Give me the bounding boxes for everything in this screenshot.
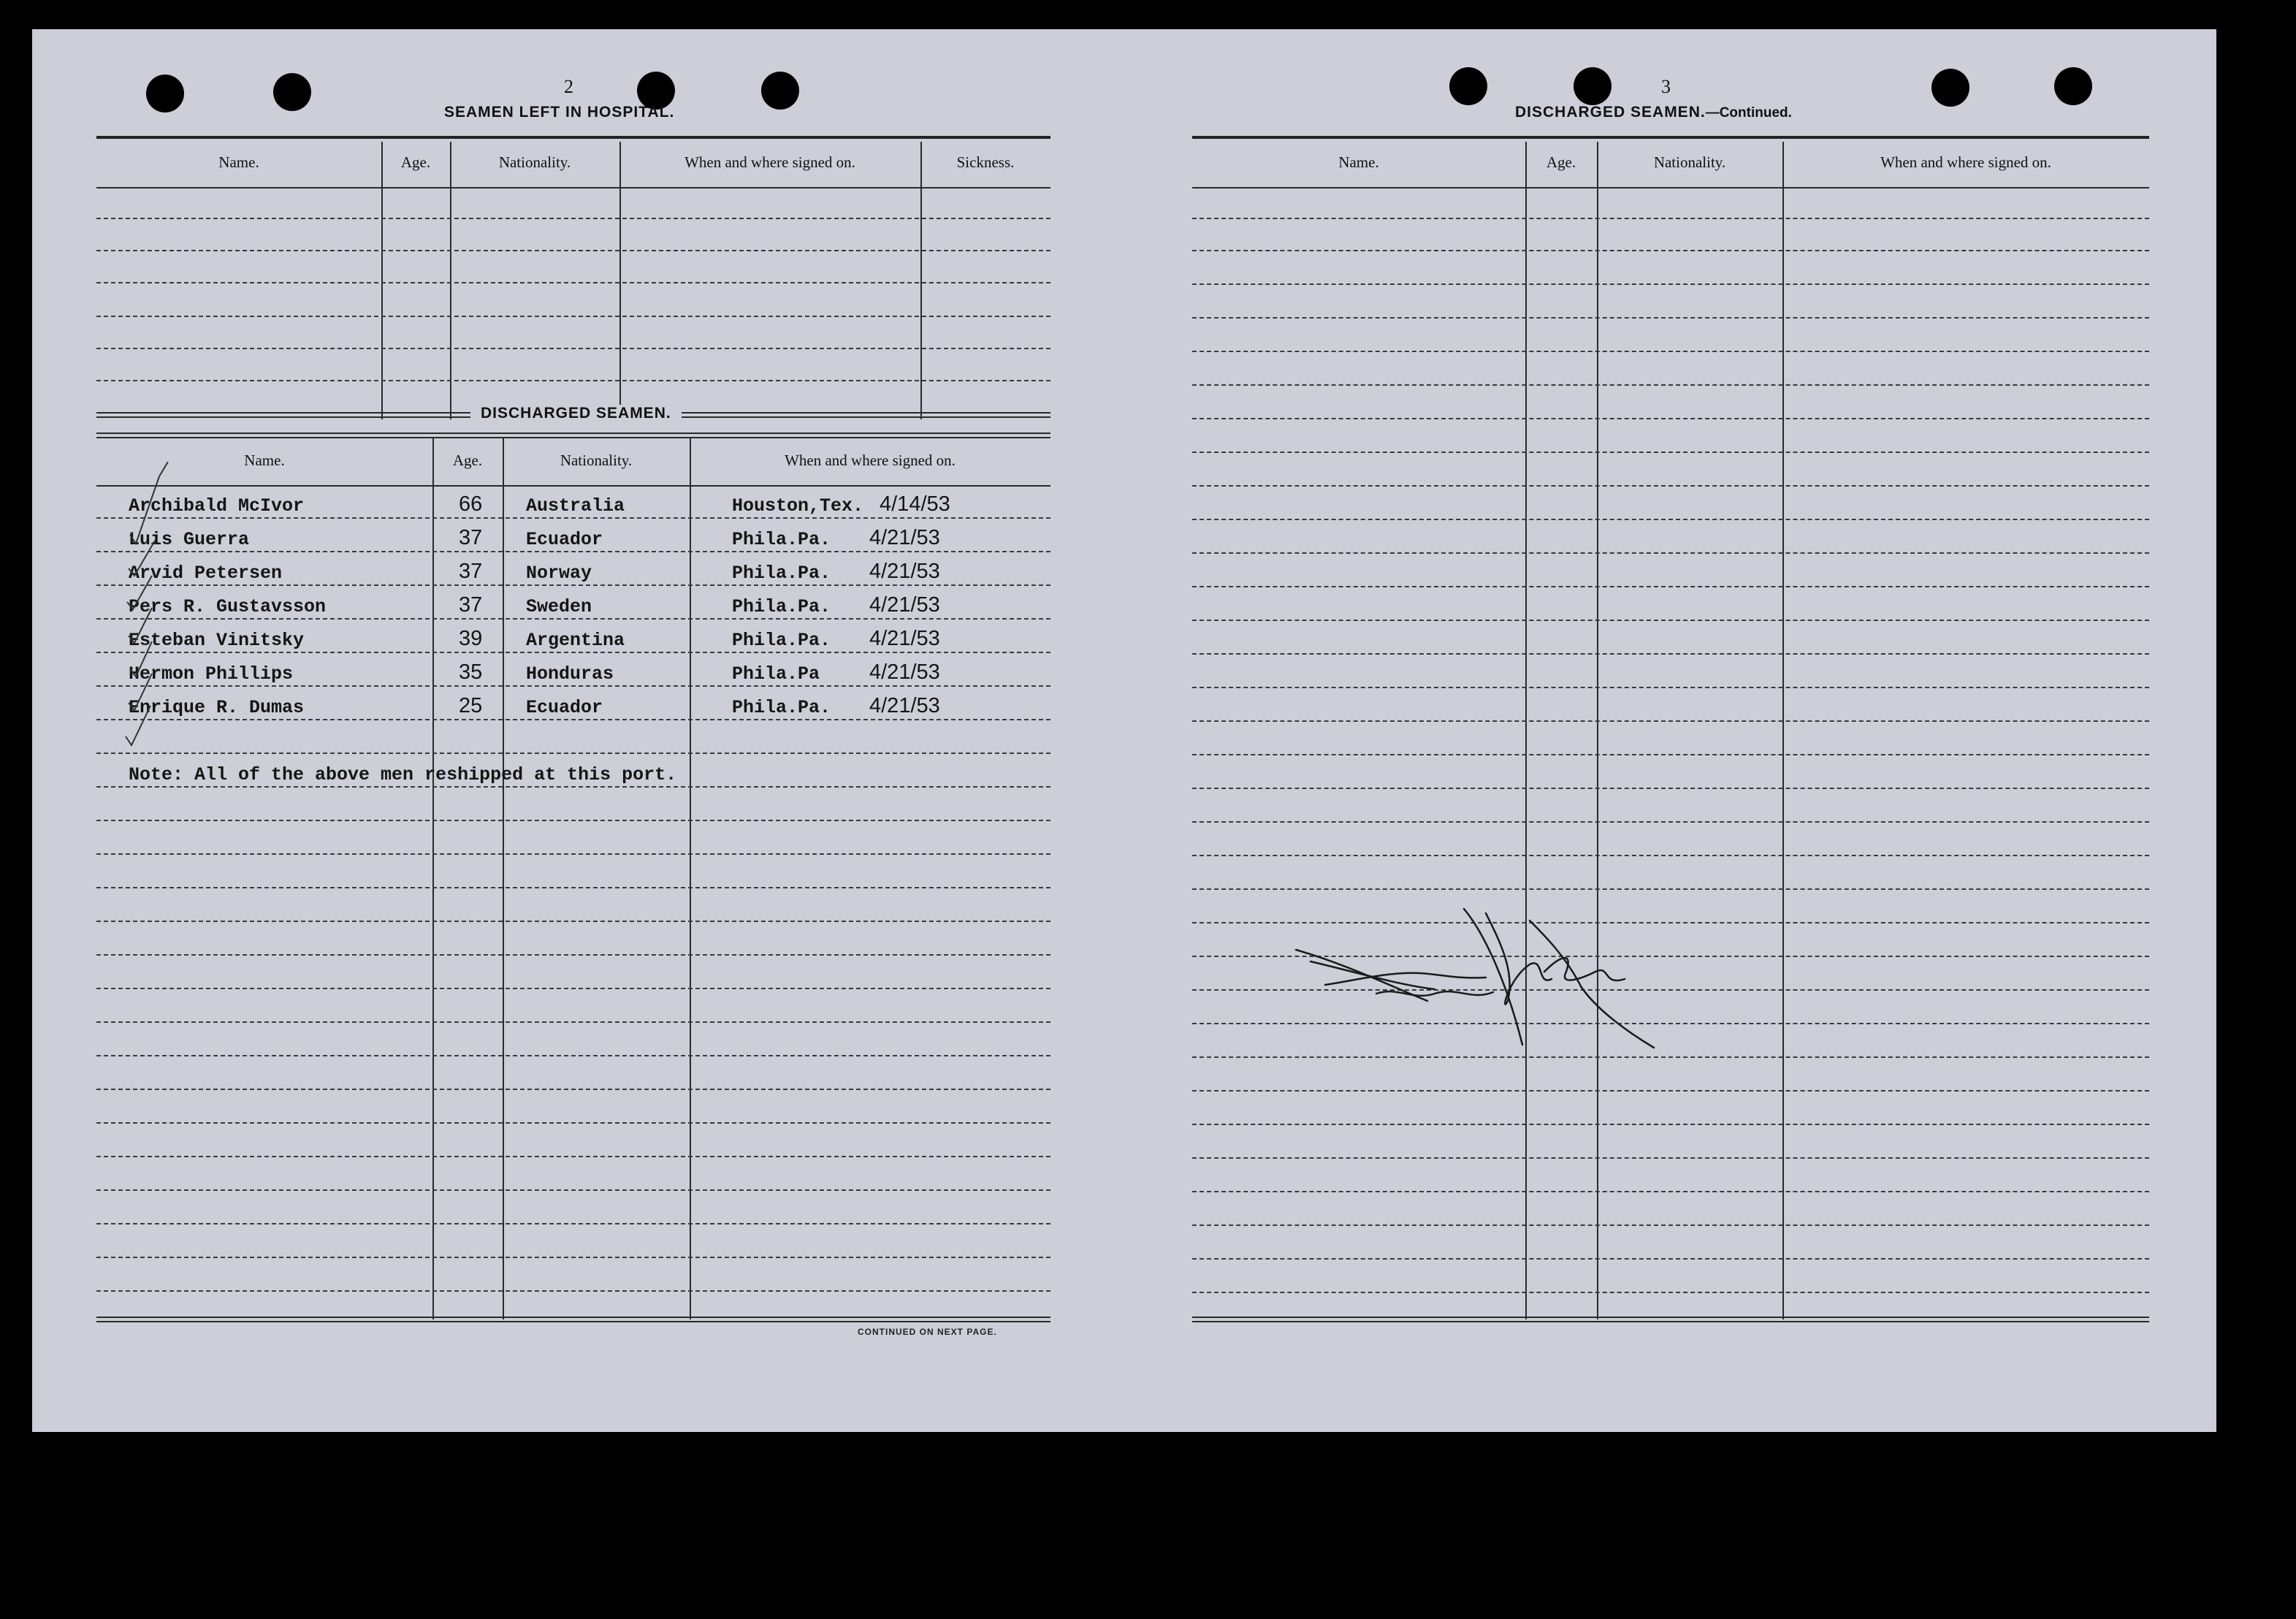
seaman-age: 35 (459, 660, 483, 684)
discharged-continued-title (1515, 104, 1792, 121)
hospital-col-signed-on: When and where signed on. (684, 153, 855, 171)
seaman-age: 39 (459, 627, 483, 650)
signed-on-place: Phila.Pa. (732, 529, 831, 550)
page-number: 2 (564, 76, 573, 97)
discharged-section-title: DISCHARGED SEAMEN. (470, 405, 682, 422)
signed-on-date: 4/14/53 (880, 492, 950, 516)
seaman-nationality: Australia (526, 495, 625, 517)
signed-on-date: 4/21/53 (869, 660, 940, 684)
punch-hole (2054, 67, 2092, 105)
punch-hole (273, 73, 311, 111)
seaman-name: Hermon Phillips (129, 663, 294, 685)
discharged-title-suffix: —Continued. (1705, 105, 1792, 121)
signed-on-place: Phila.Pa. (732, 596, 831, 617)
seaman-nationality: Honduras (526, 663, 614, 685)
punch-hole (1449, 67, 1487, 105)
seaman-nationality: Ecuador (526, 529, 603, 550)
hospital-col-age: Age. (400, 153, 431, 171)
discharged-col-nationality: Nationality. (560, 452, 633, 469)
right-col-signed-on: When and where signed on. (1880, 153, 2051, 171)
right-col-nationality: Nationality. (1653, 153, 1726, 171)
seaman-nationality: Argentina (526, 630, 625, 651)
hospital-col-sickness: Sickness. (956, 153, 1015, 171)
hospital-section-title: SEAMEN LEFT IN HOSPITAL. (444, 104, 675, 121)
signed-on-date: 4/21/53 (869, 593, 940, 617)
seaman-age: 66 (459, 492, 483, 516)
hospital-col-name: Name. (218, 153, 259, 171)
signed-on-place: Phila.Pa. (732, 630, 831, 651)
seaman-name: Enrique R. Dumas (129, 697, 305, 718)
seaman-nationality: Ecuador (526, 697, 603, 718)
discharged-col-signed-on: When and where signed on. (785, 452, 956, 469)
check-marks-icon (114, 462, 194, 754)
discharge-note: Note: All of the above men reshipped at this port. (129, 764, 677, 785)
seaman-nationality: Norway (526, 563, 592, 584)
seaman-age: 37 (459, 593, 483, 617)
seaman-nationality: Sweden (526, 596, 592, 617)
discharged-col-age: Age. (452, 452, 483, 469)
signed-on-place: Houston,Tex. (732, 495, 864, 517)
right-col-name: Name. (1338, 153, 1379, 171)
punch-hole (1931, 69, 1969, 107)
signed-on-place: Phila.Pa (732, 663, 820, 685)
continued-footer: CONTINUED ON NEXT PAGE. (858, 1327, 997, 1337)
document-sheet (32, 29, 2216, 1432)
seaman-name: Arvid Petersen (129, 563, 283, 584)
signed-on-date: 4/21/53 (869, 526, 940, 549)
hospital-col-nationality: Nationality. (498, 153, 571, 171)
seaman-name: Archibald McIvor (129, 495, 305, 517)
punch-hole (146, 75, 184, 113)
signed-on-date: 4/21/53 (869, 627, 940, 650)
page-number: 3 (1661, 76, 1671, 97)
signed-on-date: 4/21/53 (869, 560, 940, 583)
signature-icon (1289, 891, 1698, 1059)
right-col-age: Age. (1546, 153, 1576, 171)
signed-on-date: 4/21/53 (869, 694, 940, 717)
discharged-col-name: Name. (244, 452, 285, 469)
seaman-name: Esteban Vinitsky (129, 630, 305, 651)
punch-hole (1574, 67, 1612, 105)
punch-hole (761, 72, 799, 110)
discharged-title-main: DISCHARGED SEAMEN. (1515, 104, 1706, 121)
seaman-name: Luis Guerra (129, 529, 250, 550)
signed-on-place: Phila.Pa. (732, 697, 831, 718)
seaman-age: 25 (459, 694, 483, 717)
seaman-name: Pers R. Gustavsson (129, 596, 327, 617)
signed-on-place: Phila.Pa. (732, 563, 831, 584)
seaman-age: 37 (459, 526, 483, 549)
seaman-age: 37 (459, 560, 483, 583)
